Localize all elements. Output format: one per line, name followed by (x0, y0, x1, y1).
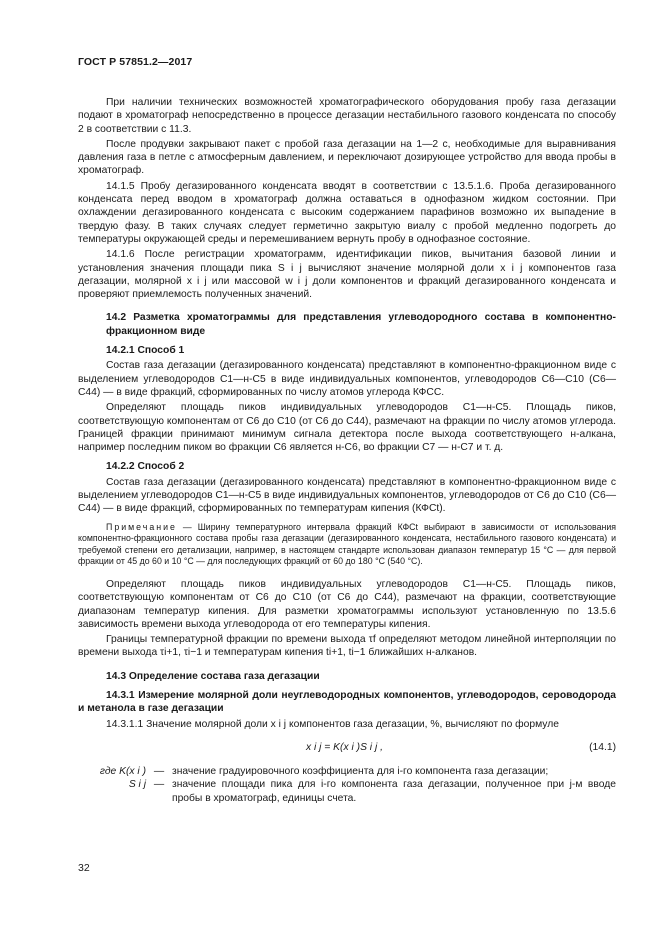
paragraph: Границы температурной фракции по времени выхода τf определяют методом линейной интерполяции по времени выхода τi+1, τi−1 и температурам кипения ti+1, ti−1 ближайших н-алканов. (78, 634, 616, 659)
legend-description: значение градуировочного коэффициента для i-го компонента газа дегазации; (172, 765, 549, 777)
paragraph: При наличии технических возможностей хроматографического оборудования пробу газа дегазации подают в хроматограф непосредственно в процессе дегазации нестабильного газового конденсата по способу 2 в соответствии с 11.3. (78, 97, 616, 135)
note-text: — Ширину температурного интервала фракций КФСt выбирают в зависимости от использования компонентно-фракционного состава пробы газа дегазации (дегазированного конденсата, нестабильного газового конденсата) и требуемой степени его детализации, например, в настоящем стандарте использован диапазон температур 15 °C — для первой фракции от 45 до 60 и 10 °C — для последующих фракций от 60 до 180 °C (540 °C). (78, 521, 616, 567)
paragraph: 14.1.5 Пробу дегазированного конденсата вводят в соответствии с 13.5.1.6. Проба дегазированного конденсата перед вводом в хроматограф должна оставаться в однофазном жидком состоянии. При охлаждении дегазированного конденсата с высоким содержанием парафинов возможно их выпадение в твердую фазу. В таких случаях следует герметично закрытую виалу с пробой медленно подогреть до температуры окружающей среды и перемешиванием вернуть пробу в однофазное состояние. (78, 180, 616, 245)
subsection-heading: 14.2.1 Способ 1 (106, 345, 185, 357)
paragraph: 14.1.6 После регистрации хроматограмм, идентификации пиков, вычитания базовой линии и установления значения площади пика S i j вычисляют значение молярной доли x i j компонентов газа дегазации, молярной x i j или массовой w i j доли компонентов и фракций дегазированного конденсата и проверяют приемлемость полученных значений. (78, 249, 616, 301)
page-number: 32 (78, 862, 90, 874)
paragraph: 14.3.1.1 Значение молярной доли x i j компонентов газа дегазации, %, вычисляют по формуле (106, 718, 559, 730)
document-body (78, 96, 616, 805)
note (78, 522, 616, 568)
legend-dash: — (153, 779, 165, 791)
legend-symbol: где K(x i ) (99, 765, 146, 777)
section-heading: 14.3 Определение состава газа дегазации (106, 670, 320, 682)
paragraph: Состав газа дегазации (дегазированного конденсата) представляют в компонентно-фракционном виде с выделением углеводородов C1—н-C5 в виде индивидуальных компонентов, углеводородов C6—C10 (C6—C44) — в виде фракций, сформированных по числу атомов углерода КФСC. (78, 360, 616, 398)
paragraph: Состав газа дегазации (дегазированного конденсата) представляют в компонентно-фракционном виде с выделением углеводородов C1—н-C5 в виде индивидуальных компонентов, углеводородов от C6 до C10 (C6—C44) — в виде фракций, сформированных по температурам кипения (КФСt). (78, 476, 616, 515)
subsection-heading: 14.2.2 Способ 2 (106, 461, 185, 473)
document-header: ГОСТ Р 57851.2—2017 (78, 56, 193, 68)
paragraph: После продувки закрывают пакет с пробой газа дегазации на 1—2 с, необходимые для выравнивания давления газа в петле с атмосферным давлением, и переключают дозирующее устройство для ввода пробы в хроматограф. (78, 138, 616, 177)
paragraph: Определяют площадь пиков индивидуальных углеводородов C1—н-C5. Площадь пиков, соответствующую компонентам от C6 до C10 (от C6 до C44), размечают на фракции по числу атомов углерода. Границей фракции принимают минимум сигнала детектора после выхода соответствующего н-алкана, например последним пиком во фракции C6 является н-C6, во фракции C7 — н-C7 и т. д. (78, 402, 616, 454)
formula: x i j = K(x i )S i j , (306, 741, 383, 753)
formula-legend (78, 765, 616, 805)
legend-dash: — (153, 765, 165, 777)
note-lead: Примечание (106, 521, 177, 532)
section-heading: 14.2 Разметка хроматограммы для представления углеводородного состава в компонентно-фракционном виде (106, 312, 616, 337)
formula-block (78, 735, 616, 761)
formula-number: (14.1) (589, 741, 616, 753)
paragraph: Определяют площадь пиков индивидуальных углеводородов C1—н-C5. Площадь пиков, соответствующую компонентам от C6 до C10 (от C6 до C44), размечают на фракции, соответствующие диапазонам температур кипения. Для разметки хроматограммы используют установленную по 13.5.6 зависимость времени выхода углеводорода от его температуры кипения. (78, 578, 616, 630)
subsection-heading: 14.3.1 Измерение молярной доли неуглеводородных компонентов, углеводородов, сероводорода и метанола в газе дегазации (78, 690, 616, 715)
legend-description: значение площади пика для i-го компонента газа дегазации, полученное при j-м вводе пробы в хроматограф, единицы счета. (172, 779, 616, 804)
legend-symbol: S i j (128, 779, 146, 791)
